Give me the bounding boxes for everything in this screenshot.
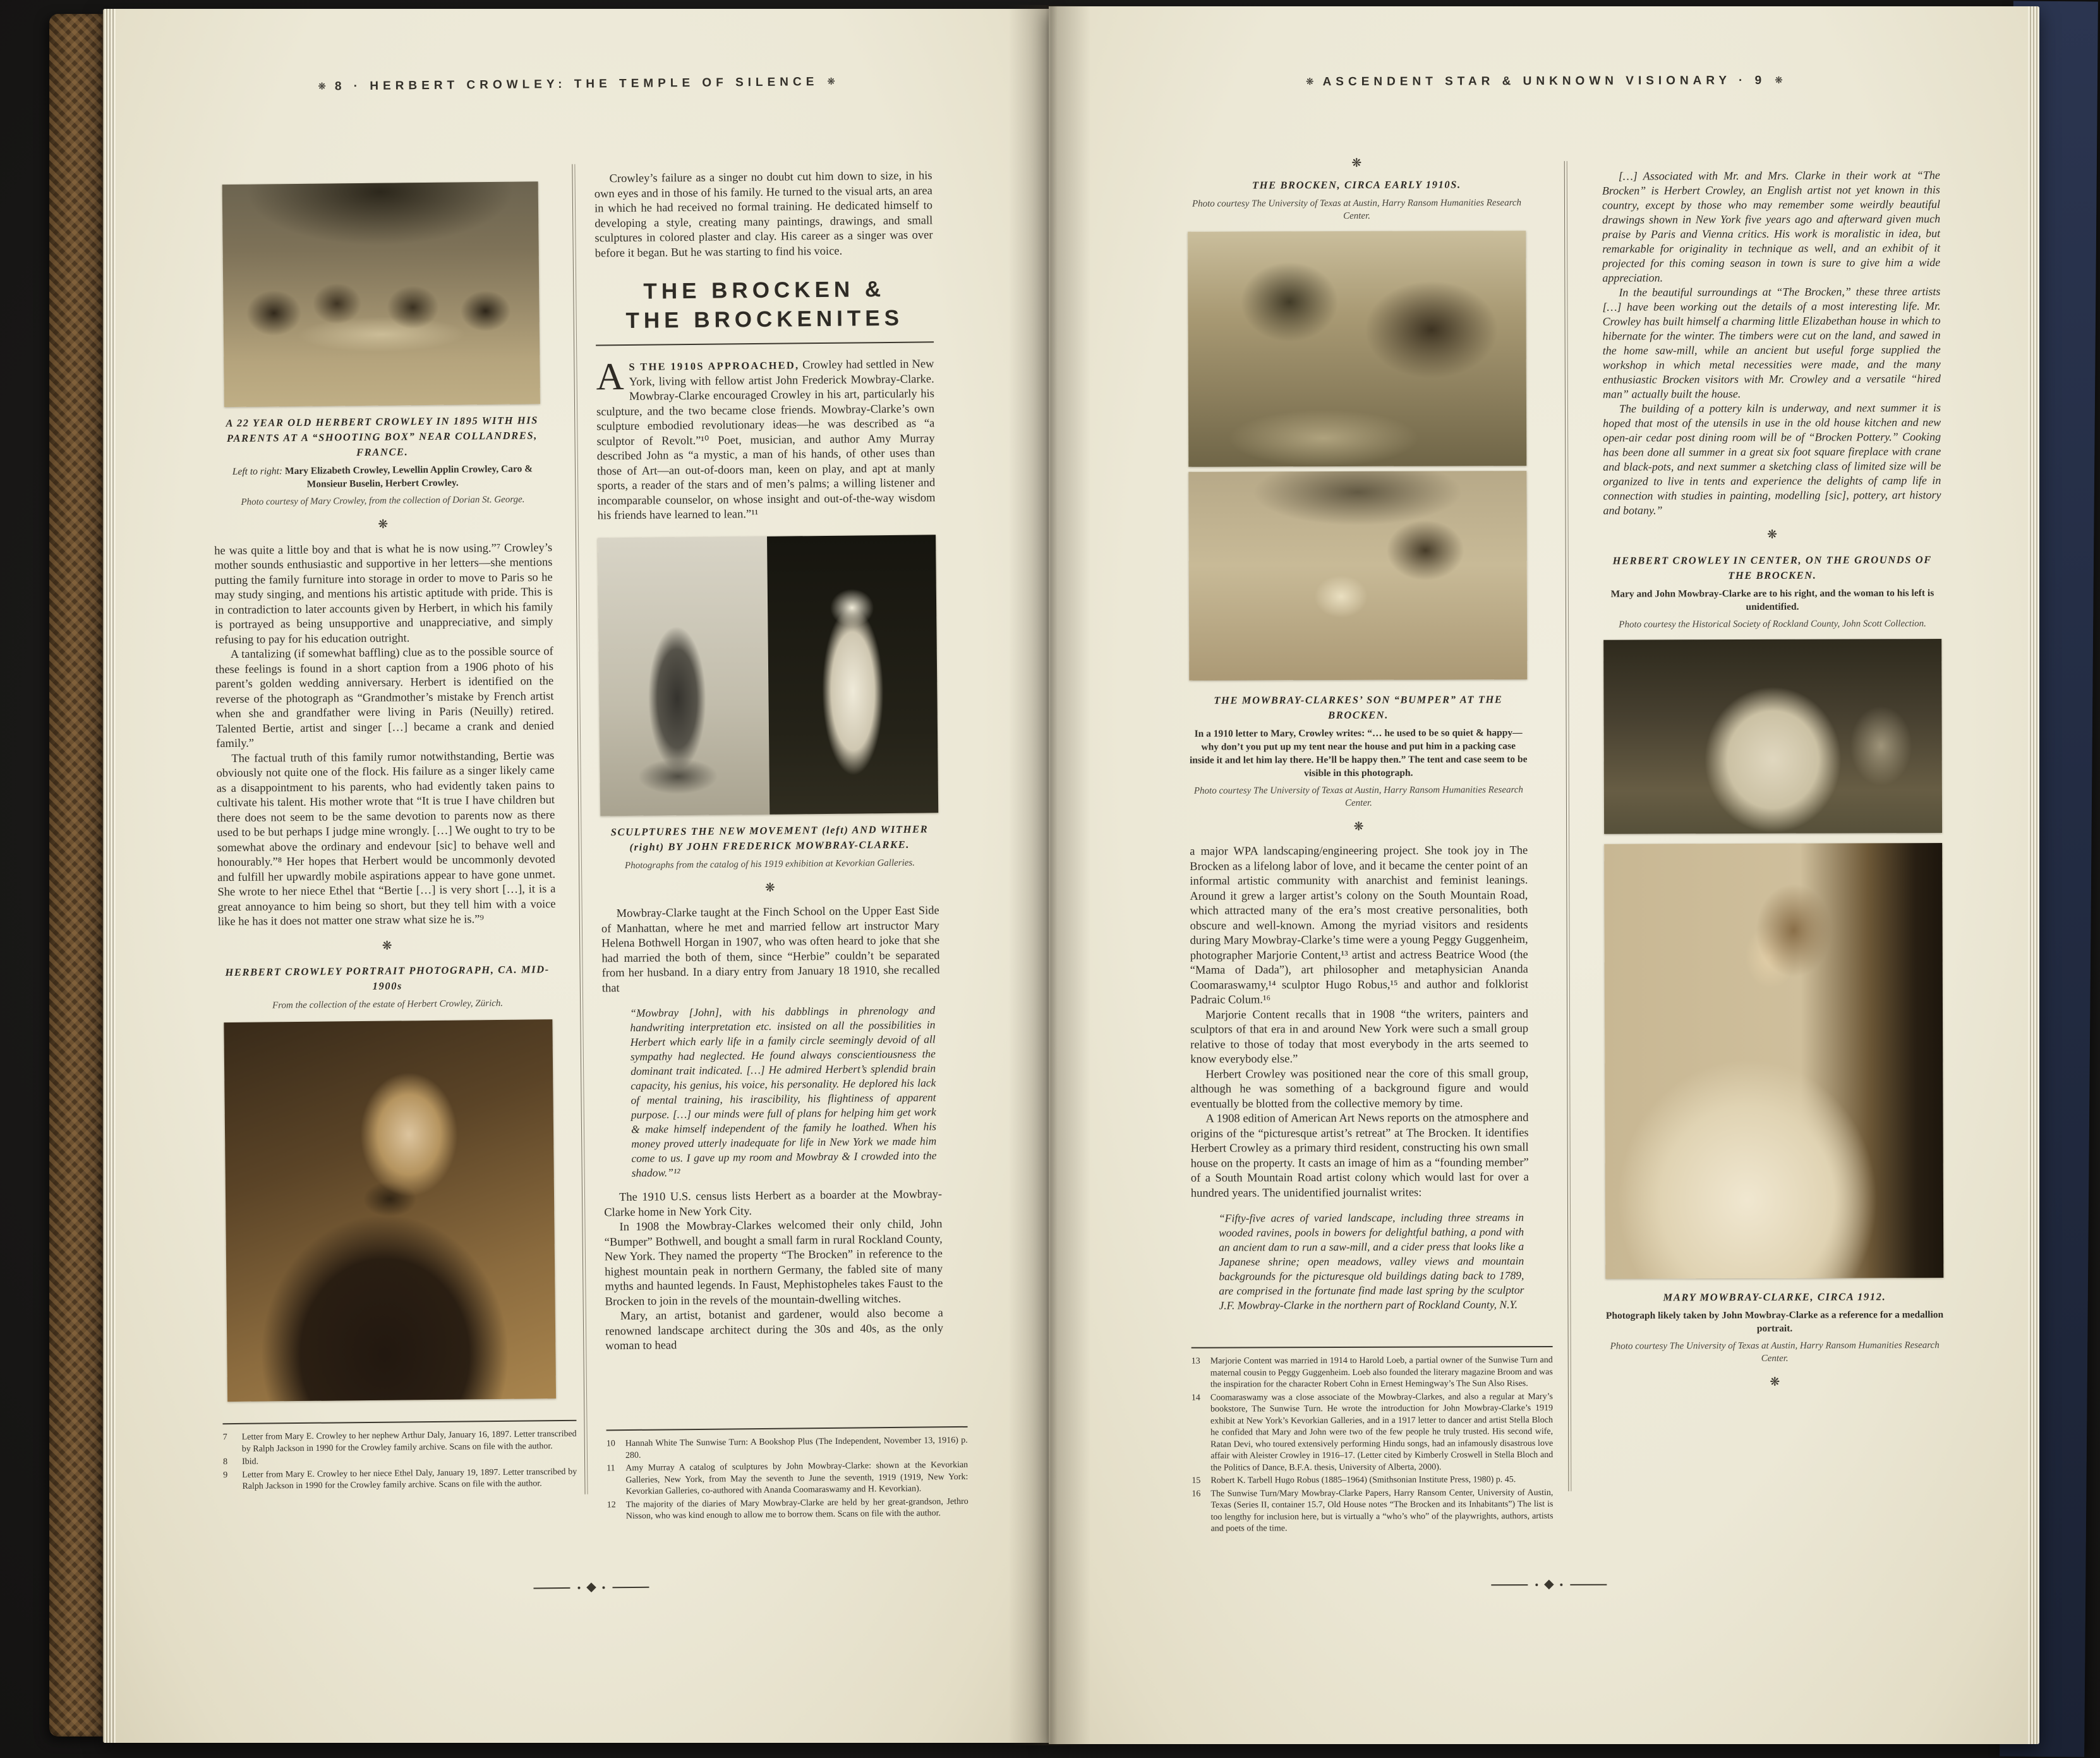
fleuron-icon: ❋ [1770,1374,1780,1389]
footnote-text: Marjorie Content was married in 1914 to Harold Loeb, a partial owner of the Sunwise Turn and maternal cousin to Peggy Guggenheim. Loeb also founded the literary magazine Broom and was the inspiration for the character Robert Cohn in Ernest Hemingway’s The Sun Also Rises. [1210,1355,1553,1390]
caption-mary-photo [1605,1289,1943,1366]
footnote-number: 10 [606,1439,615,1449]
footnote [606,1435,968,1462]
footnote [606,1460,969,1498]
page-8 [103,9,1049,1743]
caption-family-photo [213,413,552,509]
footnote-number: 13 [1191,1356,1200,1366]
footnotes-col2 [606,1426,969,1524]
fleuron-icon: ❋ [827,75,836,87]
footnote-number: 14 [1191,1393,1200,1403]
page-ornament [533,1584,649,1592]
quote-paragraph: The building of a pottery kiln is underway, and next summer it is hoped that most of the utensils in use in the old house kitchen and new open-air cedar post dining room will be of “Brocken Pottery.” Cooking has been done all summer in a great six foot square fireplace with crane and black-pots, and next summer a sketching class of limited size will be organized to live in tents and experience the delights of camp life in connection with studies in painting, modelling [sic], pottery, art history and botany.” [1603,401,1941,517]
caption-title: SCULPTURES THE NEW MOVEMENT (left) AND WITHER (right) BY JOHN FREDERICK MOWBRAY-CLARKE. [610,822,929,853]
footnote-text: Coomaraswamy was a close associate of the Mowbray-Clarkes, and also a regular at Mary’s bookstore, The Sunwise Turn. He wrote the introduction for John Mowbray-Clarke’s 1919 exhibit at New York’s Kevorkian Galleries, and in a 1917 letter to dancer and artist Stella Bloch he confided that Mary and John were two of the few people he truly trusted. His second wife, Ratan Devi, who toured extensively performing Hindu songs, had an infamously disastrous love affair with Aleister Crowley in 1916–17. (Letter cited by Kimberly Croswell in Stella Bloch and the Politics of Dance, B.F.A. thesis, University of Alberta, 2000). [1210,1391,1554,1473]
caption-title: MARY MOWBRAY-CLARKE, CIRCA 1912. [1663,1290,1886,1303]
footnote [223,1466,577,1493]
footnote [1192,1487,1553,1535]
book-cover-board-left [49,14,106,1737]
footnote-text: The Sunwise Turn/Mary Mowbray-Clarke Papers, Harry Ransom Center, University of Austin, Texas (Series II, container 15.7, Old House notes “The Brocken and its Inhabitants”) The list is too lengthy for inclusion here, but is virtually a “who’s who” of the playwrights, authors, artists and poets of the time. [1210,1488,1554,1534]
body-paragraph: Crowley’s failure as a singer no doubt cut him down to size, in his own eyes and in those of his family. He turned to the visual arts, an area in which he had received no formal training. He dedicated himself to developing a style, creating many paintings, drawings, and small sculptures in colored plaster and clay. His career as a singer was over before it began. But he was starting to find his voice. [594,169,933,260]
photo-sculptures [598,535,938,816]
footnote-rule [1192,1346,1553,1349]
ornament-line [1491,1584,1528,1585]
footnote-text: The majority of the diaries of Mary Mowbray-Clarke are held by her great-grandson, Jethro Nisson, who was kind enough to allow me to borrow them. Scans on file with the author. [625,1496,969,1522]
ornament-diamond [586,1582,596,1592]
drop-cap: A [596,356,624,399]
body-paragraph: Herbert Crowley was positioned near the core of this small group, although he was something of a background figure and would eventually be blotted from the collective memory by time. [1190,1067,1529,1111]
column-3 [1188,155,1530,1323]
body-paragraph: Mowbray-Clarke taught at the Finch School on the Upper East Side of Manhattan, where he met and married fellow art instructor Mary Helena Bothwell Horgan in 1907, who was often heard to joke that she had married the both of them, since “Herbie” couldn’t be separated from her husband. In a diary entry from January 18 1910, she recalled that [601,904,940,995]
body-paragraph-dropcap [596,356,935,524]
body-paragraph: he was quite a little boy and that is what he is now using.”⁷ Crowley’s mother sounds enthusiastic and supportive in her letters—she mentions putting the family furniture into storage in order to move to Paris so he may study singing, and mentions his artistic aptitude with pride. This is in contradiction to later accounts given by Herbert, in which his family is portrayed as being unsupportive and unappreciative, and simply refusing to pay for his education outright. [214,541,553,646]
fleuron-icon: ❋ [318,80,326,92]
column-2 [594,169,943,1354]
ornament-dot [1560,1583,1562,1585]
footnote-number: 7 [222,1433,227,1443]
footnote [223,1453,577,1469]
footnote [1192,1474,1553,1487]
body-paragraph: In 1908 the Mowbray-Clarkes welcomed their only child, John “Bumper” Bothwell, and bought a small farm in rural Rockland County, New York. They named the property “The Brocken” in reference to the highest mountain peak in northern Germany, the fabled site of many myths and haunted legends. In Faust, Mephistopheles takes Faust to the Brocken to join in the revels of the mountain-dwelling witches. [604,1218,943,1308]
photo-crowley-tent-group [1603,639,1942,834]
ornament-dot [577,1586,580,1589]
ornament-dot [602,1586,605,1589]
running-head-right-text: ASCENDENT STAR & UNKNOWN VISIONARY · 9 [1322,73,1766,89]
footnote-text: Hannah White The Sunwise Turn: A Bookshop Plus (The Independent, November 13, 1916) p. 280. [625,1435,968,1460]
caption-title: HERBERT CROWLEY PORTRAIT PHOTOGRAPH, CA. MID-1900s [225,963,550,992]
footnote-text: Robert K. Tarbell Hugo Robus (1885–1964) (Smithsonian Institute Press, 1980) p. 45. [1210,1475,1516,1486]
fleuron-icon: ❋ [1767,527,1778,542]
footnotes-col1 [222,1420,577,1494]
fleuron-icon: ❋ [382,938,392,953]
photo-sculpture-wither [767,535,939,815]
section-heading-line1: THE BROCKEN & [643,277,886,304]
fleuron-icon: ❋ [378,517,389,531]
quote-paragraph: In the beautiful surroundings at “The Brocken,” these three artists […] have been working out the details of a most interesting life. Mr. Crowley has built himself a charming little Elizabethan house in which to hibernate for the winter. The timbers were cut on the land, and sawed in the home saw-mill, while an ancient but useful forge supplied the workshop in which metal necessities were made, and the many enthusiastic Brocken visitors with Mr. Crowley and a versatile “hired man” actually built the house. [1602,285,1941,401]
footnote-text: Ibid. [241,1457,259,1467]
caption-title: THE BROCKEN, CIRCA EARLY 1910S. [1252,178,1461,191]
footnote-text: Letter from Mary E. Crowley to her niece Ethel Daly, January 19, 1897. Letter transcribed by Ralph Jackson in 1990 for the Crowley family archive. Scans on file with the author. [242,1467,577,1491]
body-paragraph: A 1908 edition of American Art News reports on the atmosphere and origins of the “picturesque artist’s retreat” at The Brocken. It identifies Herbert Crowley as a primary third resident, constructing his own small house on the property. It casts an image of him as a “founding member” of a South Mountain Road artist colony which would last for over a hundred years. The unidentified journalist writes: [1190,1112,1529,1200]
caption-credit: Photographs from the catalog of his 1919 exhibition at Kevorkian Galleries. [624,858,915,871]
ornament-line [1570,1584,1607,1585]
photo-mary-profile [1604,843,1943,1279]
column-divider-rule [572,164,588,1494]
section-heading [595,274,934,336]
paragraph-rest: Crowley had settled in New York, living with fellow artist John Frederick Mowbray-Clarke. Mowbray-Clarke encouraged Crowley in his art, particularly his sculpture, and the two became close friends. Mowbray-Clarke’s own sculpture embodied revolutionary ideas—he was described as “a sculptor of Revolt.”¹⁰ Poet, musician, and author Amy Murray described John as “a mystic, a man of his hands, of other uses than those of Art—an out-of-doors man, keen on play, and apt at manly sports, a reader of the stars and of men’s palms; a willing listener and incomparable counselor, on whose insight and out-of-the-way wisdom his friends have learned to lean.”¹¹ [596,358,936,523]
footnote [223,1429,577,1455]
footnote-number: 11 [606,1464,615,1474]
diary-quote: “Mowbray [John], with his dabblings in phrenology and handwriting interpretation etc. insisted on all the possibilities in Herbert which early life in a family circle seemingly devoid of all sympathy had neglected. He found always conscientiousness the dominant trait indicated. […] He admired Herbert’s splendid brain capacity, his genius, his voice, his personality. He deplored his lack of mental training, his irascibility, his flightiness of apparent purpose. […] our minds were full of plans for helping him get work & make himself independent of the family he loathed. When his money proved utterly inadequate for life in New York we made him come to us. I gave up my room and Mowbray & I crowded into the shadow.”¹² [630,1003,937,1179]
body-paragraph: a major WPA landscaping/engineering project. She took joy in The Brocken as a lifelong labor of love, and it became the center point of an informal artistic community with anarchist and feminist leanings. Around it grew a larger artist’s colony on the South Mountain Road, which attracted many of the era’s most creative personalities, both obscure and well-known. Among the myriad visitors and residents during Mary Mowbray-Clarke’s time were a young Peggy Guggenheim, photographer Marjorie Content,¹³ artist and actress Beatrice Wood (the “Mama of Dada”), art philosopher and metaphysician Ananda Coomaraswamy,¹⁴ sculptor Hugo Robus,¹⁵ and author and folklorist Padraic Colum.¹⁶ [1190,844,1528,1007]
caption-portrait-photo [218,962,557,1012]
caption-names: Mary Elizabeth Crowley, Lewellin Applin Crowley, Caro & Monsieur Buselin, Herbert Crowley. [282,463,533,490]
caption-body: In a 1910 letter to Mary, Crowley writes: “… he used to be so quiet & happy—why don’t you put up my tent near the house and put him in a packing case inside it and let him lay there. He’ll be happy then.” The tent and case seem to be visible in this photograph. [1189,727,1528,779]
caption-credit: Photo courtesy the Historical Society of Rockland County, John Scott Collection. [1619,618,1926,630]
photo-brocken-house [1188,231,1526,467]
page-ornament [1491,1581,1607,1589]
column-4 [1602,168,1944,1400]
photo-sculpture-new-movement [598,536,769,816]
caption-sculptures [600,821,939,872]
footnote-number: 16 [1192,1489,1201,1499]
footnote [1192,1391,1553,1474]
footnote-number: 9 [223,1470,228,1480]
caption-body: Mary and John Mowbray-Clarke are to his right, and the woman to his left is unidentified. [1610,587,1934,612]
fleuron-icon: ❋ [1775,74,1783,86]
caption-title: HERBERT CROWLEY IN CENTER, ON THE GROUNDS OF THE BROCKEN. [1612,553,1932,581]
body-paragraph: A tantalizing (if somewhat baffling) clue as to the possible source of these feelings is found in a short caption from a 1906 photo of his parent’s golden wedding anniversary. Herbert is identified on the reverse of the photograph as “Grandmother’s mistake by French artist when she and grandfather were living in Paris (Neuilly) retired. Talented Bertie, artist and singer […] became a crank and denied family.” [215,645,554,751]
section-rule [596,341,934,346]
caption-credit: Photo courtesy The University of Texas at Austin, Harry Ransom Humanities Research Center. [1192,197,1522,221]
caption-credit: Photo courtesy of Mary Crowley, from the collection of Dorian St. George. [241,494,525,507]
ornament-line [533,1587,570,1589]
footnote-text: Amy Murray A catalog of sculptures by John Mowbray-Clarke: shown at the Kevorkian Galleries, New York, from May the seventh to June the seventh, 1919 (1919, New York: Kevorkian Galleries, co-authored with Ananda Coomaraswamy and H. Kevorkian). [625,1460,969,1497]
running-head-right [1049,73,2039,90]
caption-body: Photograph likely taken by John Mowbray-Clarke as a reference for a medallion portrait. [1605,1309,1944,1334]
running-head-left-text: 8 · HERBERT CROWLEY: THE TEMPLE OF SILENCE [334,75,819,94]
american-art-news-quote: “Fifty-five acres of varied landscape, including three streams in wooded ravines, pools in bowers for delightful bathing, a pond with an ancient dam to run a saw-mill, and a cider press that looks like a Japanese shrine; open meadows, valley views and mountain backgrounds for the picturesque old buildings dating back to 1789, are comprised in the fortunate find made last spring by the sculptor J.F. Mowbray-Clarke in the northern part of Rockland County, N.Y. [1218,1211,1524,1312]
caption-tent-group-photo [1603,552,1941,631]
footnote [607,1496,969,1522]
page-9 [1049,6,2039,1744]
footnote-number: 12 [606,1500,616,1510]
ornament-line [612,1586,649,1588]
american-art-news-quote-continued [1602,168,1941,518]
section-heading-line2: THE BROCKENITES [625,305,904,333]
caption-credit: From the collection of the estate of Herbert Crowley, Zürich. [272,998,504,1011]
footnote-rule [606,1426,968,1431]
footnotes-col3 [1192,1346,1554,1536]
caption-credit: Photo courtesy The University of Texas at Austin, Harry Ransom Humanities Research Center. [1610,1340,1940,1364]
fleuron-icon: ❋ [764,880,775,895]
caption-title: A 22 YEAR OLD HERBERT CROWLEY IN 1895 WITH HIS PARENTS AT A “SHOOTING BOX” NEAR COLLANDRES, FRANCE. [226,414,539,459]
body-paragraph: Mary, an artist, botanist and gardener, would also become a renowned landscape architect during the 30s and 40s, as the only woman to head [605,1307,944,1353]
footnote [1192,1355,1553,1391]
body-paragraph: The factual truth of this family rumor notwithstanding, Bertie was obviously not quite one of the flock. His failure as a singer likely came as a disappointment to his parents, who had evidently taken pains to cultivate his talent. His mother wrote that “It is true I have children but there does not seem to be the same devotion to parents now as there used to be but perhaps I judge mine wrongly. […] We ought to try to be somewhat above the ordinary and endevour [sic] to behave well and honourably.”⁸ Her hopes that Herbert would be uncommonly devoted and fulfill her upwardly mobile aspirations appear to have gone unmet. She wrote to her niece Ethel that “Bertie […] is very short […], it is a great annoyance to him being so short, but they tell him with a voice like he has it does not matter one straw what size he is.”⁹ [216,749,556,929]
caption-title: THE MOWBRAY-CLARKES’ SON “BUMPER” AT THE BROCKEN. [1214,693,1503,721]
running-head-left [104,73,1049,96]
caption-credit: Photo courtesy The University of Texas at Austin, Harry Ransom Humanities Research Center. [1193,784,1523,808]
ornament-dot [1535,1584,1538,1586]
caption-body [214,462,552,492]
quote-paragraph: […] Associated with Mr. and Mrs. Clarke in their work at “The Brocken” is Herbert Crowley, an English artist not yet known in this country, except by those who may remember some weirdly beautiful drawings shown in New York five years ago and afterward given much praise by Paris and Vienna critics. His work is moralistic in idea, but remarkable for originality in technique as well, and an exhibit of it projected for this coming season in town is sure to give him a wide appreciation. [1602,169,1941,284]
photo-bumper-yard [1188,471,1527,681]
body-paragraph: Marjorie Content recalls that in 1908 “the writers, painters and sculptors of that era in and around New York were such a small group relative to those of today that most everybody in the arts seemed to know everybody else.” [1190,1007,1529,1066]
fleuron-icon: ❋ [1353,819,1364,834]
caption-brocken-photo [1188,177,1526,223]
footnote-text: Letter from Mary E. Crowley to her nephew Arthur Daly, January 16, 1897. Letter transcribed by Ralph Jackson in 1990 for the Crowley family archive. Scans on file with the author. [241,1429,577,1454]
photo-herbert-portrait [224,1019,556,1402]
footnote-number: 15 [1192,1476,1201,1486]
fleuron-icon: ❋ [1305,76,1314,88]
footnote-number: 8 [222,1457,228,1467]
fleuron-icon: ❋ [1351,155,1362,170]
caption-lead: Left to right: [232,466,283,477]
body-paragraph: The 1910 U.S. census lists Herbert as a boarder at the Mowbray-Clarke home in New York City. [604,1188,943,1219]
column-divider-rule [1564,161,1572,1491]
lead-in-small-caps: S THE 1910S APPROACHED, [629,359,800,373]
footnote-rule [222,1420,576,1424]
ornament-diamond [1544,1580,1554,1590]
photo-family-shooting-box [222,181,540,407]
caption-bumper-photo [1189,692,1528,810]
column-1 [211,181,560,1402]
